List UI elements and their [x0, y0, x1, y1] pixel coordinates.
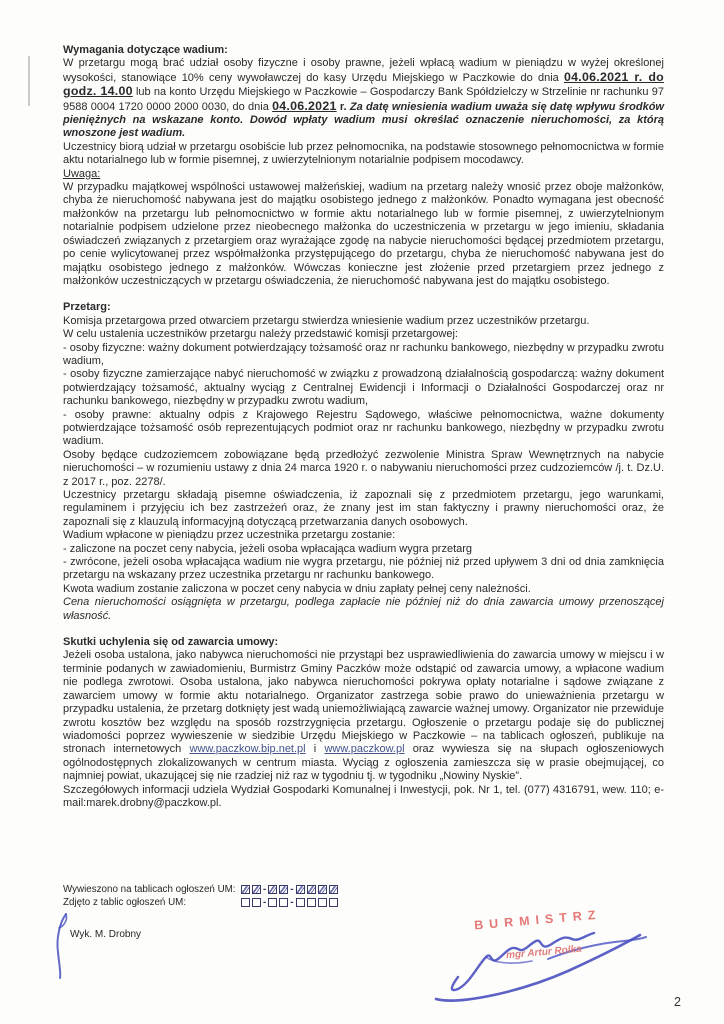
date-box [296, 898, 305, 907]
paragraph: Kwota wadium zostanie zaliczona w poczet ceny nabycia w dniu zapłaty pełnej ceny należności. [63, 582, 531, 595]
date-box [329, 898, 338, 907]
page-number: 2 [674, 995, 681, 1009]
date-box-group [296, 885, 338, 894]
date-box [296, 885, 305, 894]
removed-row [63, 896, 338, 909]
heading-przetarg: Przetarg: [63, 301, 111, 314]
paragraph: Komisja przetargowa przed otwarciem przetargu stwierdza wniesienie wadium przez uczestników przetargu. [63, 314, 590, 327]
date-separator: - [263, 897, 267, 908]
date-box [307, 885, 316, 894]
signature-icon [428, 913, 668, 1008]
paragraph: - osoby fizyczne zamierzające nabyć nieruchomość w związku z prowadzoną działalnością gospodarczą: ważny dokument potwierdzający tożsamość, aktualny wyciąg z Centralnej Ewidencji i Informacji o Działalności Gospodarczej oraz nr rachunku bankowego, niezbędny w przypadku zwrotu wadium, [63, 368, 664, 408]
paragraph: Jeżeli osoba ustalona, jako nabywca nieruchomości nie przystąpi bez usprawiedliwienia do zawarcia umowy w miejscu i w terminie podanych w zawiadomieniu, Burmistrz Gminy Paczków może odstąpić od zawarcia umowy, a wpłacone wadium nie podlega zwrotowi. Osoba ustalona, jako nabywca nieruchomości pokrywa opłaty notarialne i sądowe związane z zawarciem umowy w formie aktu notarialnego. Organizator zastrzega sobie prawo do unieważnienia przetargu w przypadku ustalenia, że przetarg dotknięty jest wadą uniemożliwiającą zawarcie ważnej umowy. Organizator nie przewiduje zwrotu kosztów bez względu na sposób rozstrzygnięcia przetargu. Ogłoszenie o przetargu podaje się do publicznej wiadomości poprzez wywieszenie w siedzibie Urzędu Miejskiego w Paczkowie – na tablicach ogłoszeń, publikuje na stronach internetowych www.paczkow.bip.net.pl i www.paczkow.pl oraz wywiesza się na słupach ogłoszeniowych ogólnodostępnych zlokalizowanych w centrum miasta. Wyciąg z ogłoszenia zamieszcza się w prasie obejmującej, co najmniej powiat, ukazującej się nie rzadziej niż raz w tygodniu tj. w tygodniku „Nowiny Nyskie”. [63, 649, 664, 783]
paragraph: Szczegółowych informacji udziela Wydział Gospodarki Komunalnej i Inwestycji, pok. Nr 1, tel. (077) 4316791, wew. 110; e-mail:marek.drobny@paczkow.pl. [63, 783, 664, 809]
date-box [318, 885, 327, 894]
section-spacer [63, 288, 664, 301]
external-link[interactable]: www.paczkow.bip.net.pl [189, 743, 306, 756]
document-content [63, 44, 664, 810]
footer-notes [63, 883, 338, 909]
date-box-group [268, 898, 288, 907]
date-separator: - [290, 897, 294, 908]
paragraph: - osoby prawne: aktualny odpis z Krajowego Rejestru Sądowego, właściwe pełnomocnictwa, ważne dokumenty potwierdzające tożsamość osób reprezentujących podmiot oraz nr rachunku bankowego, niezbędny w przypadku zwrotu wadium. [63, 408, 664, 448]
scan-artifact-line [28, 56, 30, 106]
date-box-group [241, 885, 261, 894]
paragraph: Uwaga: [63, 167, 101, 180]
date-box [318, 898, 327, 907]
external-link[interactable]: www.paczkow.pl [324, 743, 405, 756]
paragraph: - zwrócone, jeżeli osoba wpłacająca wadium nie wygra przetargu, nie później niż przed upływem 3 dni od dnia zamknięcia przetargu na wskazany przez uczestnika przetargu nr rachunku bankowego. [63, 556, 664, 582]
date-box-group [241, 898, 261, 907]
paragraph: W przetargu mogą brać udział osoby fizyczne i osoby prawne, jeżeli wpłacą wadium w pieniądzu w wyżej określonej wysokości, stanowiące 10% ceny wywoławczej do kasy Urzędu Miejskiego w Paczkowie do dnia 04.06.2021 r. do godz. 14.00 lub na konto Urzędu Miejskiego w Paczkowie – Gospodarczy Bank Spółdzielczy w Strzelinie nr rachunku 97 9588 0004 1720 0000 2000 0030, do dnia 04.06.2021 r. Za datę wniesienia wadium uważa się datę wpływu środków pieniężnych na wskazane konto. Dowód wpłaty wadium musi określać oznaczenie nieruchomości, za którą wnoszone jest wadium. [63, 57, 664, 140]
paragraph: Uczestnicy przetargu składają pisemne oświadczenia, iż zapoznali się z przedmiotem przetargu, jego warunkami, regulaminem i przyjęciu ich bez zastrzeżeń oraz, że znany jest im stan faktyczny i prawny nieruchomości oraz, że zapoznali się z klauzulą informacyjną dotyczącą przetwarzania danych osobowych. [63, 489, 664, 528]
paragraph: Cena nieruchomości osiągnięta w przetargu, podlega zapłacie nie później niż do dnia zawarcia umowy przenoszącej własność. [63, 596, 664, 622]
paragraph: Osoby będące cudzoziemcem zobowiązane będą przedłożyć zezwolenie Ministra Spraw Wewnętrznych na nabycie nieruchomości – w rozumieniu ustawy z dnia 24 marca 1920 r. o nabywaniu nieruchomości przez cudzoziemców /j. t. Dz.U. z 2017 r., poz. 2278/. [63, 448, 664, 488]
removed-label: Zdjęto z tablic ogłoszeń UM: [63, 897, 187, 908]
posted-row [63, 883, 338, 896]
heading-wymagania-wadium: Wymagania dotyczące wadium: [63, 44, 228, 56]
date-separator: - [290, 884, 294, 895]
paragraph: W przypadku majątkowej wspólności ustawowej małżeńskiej, wadium na przetarg należy wnosić przez oboje małżonków, chyba że nieruchomość nabywana jest do majątku osobistego jednego z małżonków. Ponadto wymagana jest obecność małżonków na przetargu lub pełnomocnictwo w formie aktu notarialnego lub w formie pisemnej, z uwierzytelnionym notarialnie podpisem udzielone przez nieobecnego małżonka do uczestniczenia w przetargu w jego imieniu, składania oświadczeń związanych z przetargiem oraz wyrażające zgodę na nabycie nieruchomości będącej przedmiotem przetargu, po cenie wylicytowanej przez współmałżonka przystępującego do przetargu, chyba że nieruchomość nabywana jest do majątku osobistego jednego z małżonków. Wówczas konieczne jest złożenie przed przetargiem przez jednego z małżonków uczestniczących w przetargu oświadczenia, że nieruchomość nabywana jest do majątku osobistego. [63, 181, 664, 287]
paragraph: - zaliczone na poczet ceny nabycia, jeżeli osoba wpłacająca wadium wygra przetarg [63, 542, 473, 555]
date-box [268, 885, 277, 894]
prepared-by: Wyk. M. Drobny [70, 929, 142, 940]
date-box [252, 885, 261, 894]
date-box [329, 885, 338, 894]
heading-skutki-uchylenia: Skutki uchylenia się od zawarcia umowy: [63, 636, 279, 649]
paragraph: W celu ustalenia uczestników przetargu należy przedstawić komisji przetargowej: [63, 328, 458, 341]
date-box-group [268, 885, 288, 894]
paragraph: Wadium wpłacone w pieniądzu przez uczestnika przetargu zostanie: [63, 529, 396, 542]
date-box [241, 898, 250, 907]
date-boxes-removed [241, 897, 338, 908]
stamp-name: mgr Artur Rolka [505, 943, 583, 962]
date-box [252, 898, 261, 907]
date-box [307, 898, 316, 907]
section-spacer [63, 623, 664, 636]
date-box-group [296, 898, 338, 907]
pen-mark-icon [52, 912, 74, 980]
date-boxes-posted [241, 884, 338, 895]
date-box [279, 898, 288, 907]
date-box [268, 898, 277, 907]
date-separator: - [263, 884, 267, 895]
stamp-title: BURMISTRZ [473, 907, 602, 933]
date-box [279, 885, 288, 894]
date-box [241, 885, 250, 894]
paragraph: - osoby fizyczne: ważny dokument potwierdzający tożsamość oraz nr rachunku bankowego, niezbędny w przypadku zwrotu wadium, [63, 341, 664, 367]
paragraph: Uczestnicy biorą udział w przetargu osobiście lub przez pełnomocnika, na podstawie stosownego pełnomocnictwa w formie aktu notarialnego lub w formie pisemnej, z uwierzytelnionym notarialnie podpisem mocodawcy. [63, 140, 664, 167]
posted-label: Wywieszono na tablicach ogłoszeń UM: [63, 884, 236, 895]
